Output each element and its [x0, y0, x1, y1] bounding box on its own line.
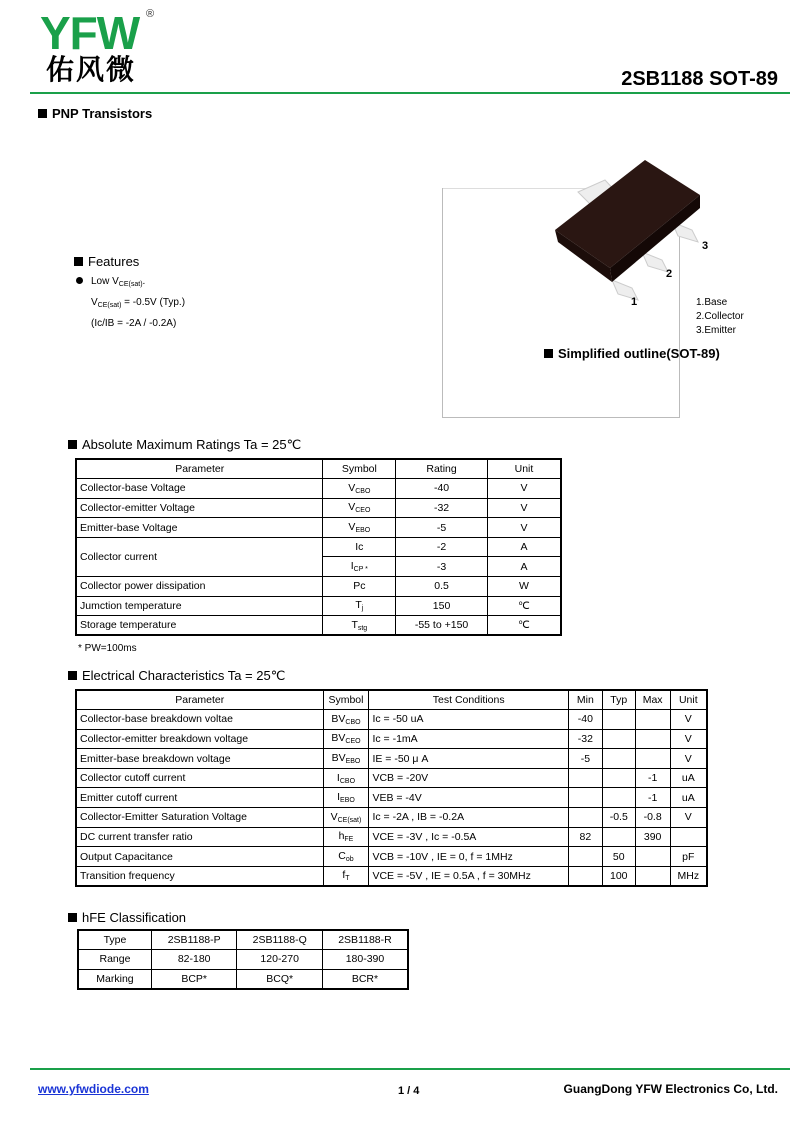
- square-bullet-icon: [544, 349, 553, 358]
- param-cell: Emitter-base breakdown voltage: [76, 749, 323, 769]
- feature-text: Low V: [91, 276, 119, 287]
- hfe-cell: BCP*: [151, 969, 237, 989]
- rating-cell: 0.5: [396, 577, 488, 597]
- param-cell: Collector-emitter breakdown voltage: [76, 729, 323, 749]
- min-cell: 82: [568, 827, 602, 847]
- param-cell: DC current transfer ratio: [76, 827, 323, 847]
- typ-cell: [602, 749, 635, 769]
- table-row: [76, 710, 707, 730]
- table-row: [76, 827, 707, 847]
- table-row: [76, 866, 707, 886]
- hfe-cell: 82-180: [151, 950, 237, 970]
- symbol-main: I: [337, 791, 341, 804]
- symbol-sub: CBO: [339, 777, 356, 785]
- symbol-cell: [323, 616, 396, 636]
- symbol-main: V: [348, 501, 356, 514]
- table-row: [76, 479, 561, 499]
- unit-cell: V: [670, 749, 707, 769]
- hfe-cell: Type: [78, 930, 151, 950]
- unit-cell: A: [487, 537, 561, 557]
- param-cell: Emitter-base Voltage: [76, 518, 323, 538]
- header-min: Min: [568, 690, 602, 710]
- symbol-main: T: [355, 599, 362, 612]
- header-rating: Rating: [396, 459, 488, 479]
- typ-cell: [602, 788, 635, 808]
- table-row: [76, 729, 707, 749]
- symbol-sub: T: [345, 875, 350, 883]
- table-row: [78, 930, 408, 950]
- feature-line2-main: V: [91, 297, 98, 308]
- condition-cell: Ic = -50 uA: [369, 710, 569, 730]
- symbol-cell: [323, 498, 396, 518]
- rating-cell: 150: [396, 596, 488, 616]
- hfe-cell: 2SB1188-Q: [237, 930, 323, 950]
- dot-bullet-icon: [76, 277, 83, 284]
- unit-cell: V: [487, 498, 561, 518]
- min-cell: [568, 847, 602, 867]
- table-row: [76, 537, 561, 557]
- symbol-cell: [323, 518, 396, 538]
- logo-text: YFW: [40, 7, 140, 59]
- symbol-main: I: [336, 771, 340, 784]
- pin-number-2: 2: [666, 268, 673, 280]
- square-bullet-icon: [38, 109, 47, 118]
- feature-item: [76, 276, 145, 288]
- param-cell: Collector-base breakdown voltae: [76, 710, 323, 730]
- symbol-main: V: [348, 481, 356, 494]
- symbol-sub: CEO: [355, 507, 371, 515]
- symbol-cell: [323, 866, 369, 886]
- unit-cell: W: [487, 577, 561, 597]
- symbol-cell: [323, 537, 396, 557]
- max-cell: [635, 847, 670, 867]
- symbol-sub: CEO: [345, 738, 361, 746]
- max-cell: [635, 710, 670, 730]
- condition-cell: Ic = -2A , IB = -0.2A: [369, 808, 569, 828]
- symbol-cell: [323, 808, 369, 828]
- param-cell: Collector-emitter Voltage: [76, 498, 323, 518]
- symbol-cell: [323, 827, 369, 847]
- hfe-cell: 180-390: [322, 950, 408, 970]
- symbol-sub: EBO: [355, 527, 371, 535]
- abs-max-footnote: * PW=100ms: [78, 643, 137, 654]
- abs-max-heading: [68, 437, 301, 453]
- table-row: [76, 616, 561, 636]
- table-row: [76, 596, 561, 616]
- max-cell: [635, 729, 670, 749]
- table-row: [78, 969, 408, 989]
- unit-cell: V: [670, 710, 707, 730]
- unit-cell: V: [487, 479, 561, 499]
- hfe-cell: Marking: [78, 969, 151, 989]
- pin-legend: [696, 296, 744, 338]
- min-cell: -32: [568, 729, 602, 749]
- condition-cell: IE = -50 μ A: [369, 749, 569, 769]
- hfe-cell: Range: [78, 950, 151, 970]
- elec-table: [75, 689, 708, 887]
- param-cell: Jumction temperature: [76, 596, 323, 616]
- pin-name-base: 1.Base: [696, 297, 728, 308]
- square-bullet-icon: [68, 440, 77, 449]
- typ-cell: [602, 768, 635, 788]
- header-symbol: Symbol: [323, 690, 369, 710]
- logo-chinese: 佑风微: [46, 53, 137, 86]
- symbol-main: BV: [331, 712, 346, 725]
- symbol-sub: EBO: [345, 758, 361, 766]
- header-typ: Typ: [602, 690, 635, 710]
- pin-number-3: 3: [702, 240, 709, 252]
- product-type-heading: [38, 106, 152, 121]
- unit-cell: pF: [670, 847, 707, 867]
- unit-cell: V: [487, 518, 561, 538]
- param-cell: Collector power dissipation: [76, 577, 323, 597]
- max-cell: -0.8: [635, 808, 670, 828]
- symbol-main: V: [330, 810, 338, 823]
- part-title: 2SB1188 SOT-89: [621, 68, 778, 90]
- square-bullet-icon: [68, 913, 77, 922]
- symbol-cell: [323, 596, 396, 616]
- table-row: [76, 847, 707, 867]
- feature-condition: (Ic/IB = -2A / -0.2A): [91, 318, 177, 329]
- min-cell: [568, 866, 602, 886]
- rating-cell: -40: [396, 479, 488, 499]
- condition-cell: VCB = -10V , IE = 0, f = 1MHz: [369, 847, 569, 867]
- page-number: 1 / 4: [398, 1085, 420, 1097]
- max-cell: 390: [635, 827, 670, 847]
- symbol-sub: stg: [357, 624, 368, 632]
- square-bullet-icon: [74, 257, 83, 266]
- condition-cell: VCE = -3V , Ic = -0.5A: [369, 827, 569, 847]
- unit-cell: MHz: [670, 866, 707, 886]
- symbol-cell: [323, 768, 369, 788]
- typ-cell: [602, 729, 635, 749]
- condition-cell: Ic = -1mA: [369, 729, 569, 749]
- header-unit: Unit: [487, 459, 561, 479]
- typ-cell: [602, 710, 635, 730]
- symbol-cell: [323, 710, 369, 730]
- outline-caption: [544, 346, 720, 361]
- symbol-cell: [323, 577, 396, 597]
- pin-name-emitter: 3.Emitter: [696, 325, 737, 336]
- param-cell: Collector current: [76, 537, 323, 576]
- typ-cell: 50: [602, 847, 635, 867]
- symbol-cell: [323, 557, 396, 577]
- hfe-title: hFE Classification: [82, 910, 187, 925]
- table-row: [76, 749, 707, 769]
- feature-line2-rest: = -0.5V (Typ.): [121, 297, 186, 308]
- header-test-conditions: Test Conditions: [369, 690, 569, 710]
- header-unit: Unit: [670, 690, 707, 710]
- table-row: [76, 808, 707, 828]
- rating-cell: -55 to +150: [396, 616, 488, 636]
- symbol-sub: ob: [345, 856, 354, 864]
- header-parameter: Parameter: [76, 459, 323, 479]
- min-cell: [568, 768, 602, 788]
- hfe-cell: 120-270: [237, 950, 323, 970]
- sot89-package-drawing: [550, 150, 720, 320]
- table-header-row: [76, 459, 561, 479]
- symbol-main: I: [350, 560, 354, 573]
- features-heading: [74, 254, 139, 269]
- param-cell: Collector cutoff current: [76, 768, 323, 788]
- unit-cell: ℃: [487, 596, 561, 616]
- param-cell: Emitter cutoff current: [76, 788, 323, 808]
- symbol-cell: [323, 479, 396, 499]
- hfe-heading: [68, 910, 186, 925]
- table-row: [76, 518, 561, 538]
- hfe-cell: 2SB1188-P: [151, 930, 237, 950]
- unit-cell: V: [670, 808, 707, 828]
- website-link[interactable]: www.yfwdiode.com: [38, 1082, 149, 1096]
- condition-cell: VCB = -20V: [369, 768, 569, 788]
- footer-rule: [30, 1068, 790, 1070]
- pin-number-1: 1: [631, 296, 638, 308]
- feature-line2-sub: CE(sat): [97, 302, 122, 309]
- table-row: [78, 950, 408, 970]
- header-max: Max: [635, 690, 670, 710]
- symbol-sub: CE(sat): [337, 816, 362, 824]
- max-cell: [635, 749, 670, 769]
- unit-cell: V: [670, 729, 707, 749]
- symbol-cell: [323, 788, 369, 808]
- hfe-table: [77, 929, 409, 990]
- symbol-main: Pc: [353, 579, 366, 592]
- hfe-cell: 2SB1188-R: [322, 930, 408, 950]
- table-row: [76, 788, 707, 808]
- symbol-cell: [323, 749, 369, 769]
- rating-cell: -5: [396, 518, 488, 538]
- symbol-main: f: [342, 869, 346, 882]
- company-name: GuangDong YFW Electronics Co, Ltd.: [563, 1082, 778, 1096]
- symbol-sub: FE: [344, 836, 354, 844]
- outline-caption-text: Simplified outline(SOT-89): [558, 346, 720, 361]
- features-title: Features: [88, 254, 140, 269]
- hfe-cell: BCQ*: [237, 969, 323, 989]
- symbol-main: Ic: [355, 540, 364, 553]
- min-cell: -5: [568, 749, 602, 769]
- symbol-main: C: [338, 850, 346, 863]
- header-parameter: Parameter: [76, 690, 323, 710]
- elec-heading: [68, 668, 285, 684]
- hfe-cell: BCR*: [322, 969, 408, 989]
- unit-cell: uA: [670, 788, 707, 808]
- condition-cell: VCE = -5V , IE = 0.5A , f = 30MHz: [369, 866, 569, 886]
- max-cell: -1: [635, 768, 670, 788]
- typ-cell: 100: [602, 866, 635, 886]
- unit-cell: uA: [670, 768, 707, 788]
- rating-cell: -32: [396, 498, 488, 518]
- min-cell: [568, 808, 602, 828]
- table-row: [76, 577, 561, 597]
- param-cell: Output Capacitance: [76, 847, 323, 867]
- feature-sub: CE(sat): [118, 281, 143, 288]
- product-type: PNP Transistors: [52, 106, 153, 121]
- registered-mark: ®: [146, 8, 155, 20]
- symbol-cell: [323, 847, 369, 867]
- symbol-sub: j: [361, 605, 364, 613]
- max-cell: -1: [635, 788, 670, 808]
- param-cell: Collector-Emitter Saturation Voltage: [76, 808, 323, 828]
- rating-cell: -2: [396, 537, 488, 557]
- unit-cell: ℃: [487, 616, 561, 636]
- header-symbol: Symbol: [323, 459, 396, 479]
- abs-max-table: [75, 458, 562, 636]
- table-row: [76, 768, 707, 788]
- max-cell: [635, 866, 670, 886]
- unit-cell: A: [487, 557, 561, 577]
- header-rule: [30, 92, 790, 94]
- feature-vcesat: [91, 297, 185, 309]
- param-cell: Transition frequency: [76, 866, 323, 886]
- symbol-sub: CBO: [355, 487, 371, 495]
- symbol-main: h: [338, 830, 345, 843]
- feature-end: .: [142, 276, 146, 287]
- symbol-main: T: [351, 618, 358, 631]
- param-cell: Storage temperature: [76, 616, 323, 636]
- typ-cell: [602, 827, 635, 847]
- symbol-sub: CBO: [345, 718, 361, 726]
- elec-title: Electrical Characteristics Ta = 25℃: [82, 668, 286, 683]
- min-cell: -40: [568, 710, 602, 730]
- min-cell: [568, 788, 602, 808]
- square-bullet-icon: [68, 671, 77, 680]
- table-row: [76, 498, 561, 518]
- condition-cell: VEB = -4V: [369, 788, 569, 808]
- abs-max-title: Absolute Maximum Ratings Ta = 25℃: [82, 437, 302, 452]
- typ-cell: -0.5: [602, 808, 635, 828]
- param-cell: Collector-base Voltage: [76, 479, 323, 499]
- symbol-main: V: [348, 521, 356, 534]
- rating-cell: -3: [396, 557, 488, 577]
- unit-cell: [670, 827, 707, 847]
- symbol-main: BV: [331, 732, 346, 745]
- pin-name-collector: 2.Collector: [696, 311, 744, 322]
- symbol-sub: EBO: [340, 797, 355, 805]
- symbol-sub: CP *: [353, 566, 368, 574]
- symbol-cell: [323, 729, 369, 749]
- table-header-row: [76, 690, 707, 710]
- symbol-main: BV: [331, 752, 346, 765]
